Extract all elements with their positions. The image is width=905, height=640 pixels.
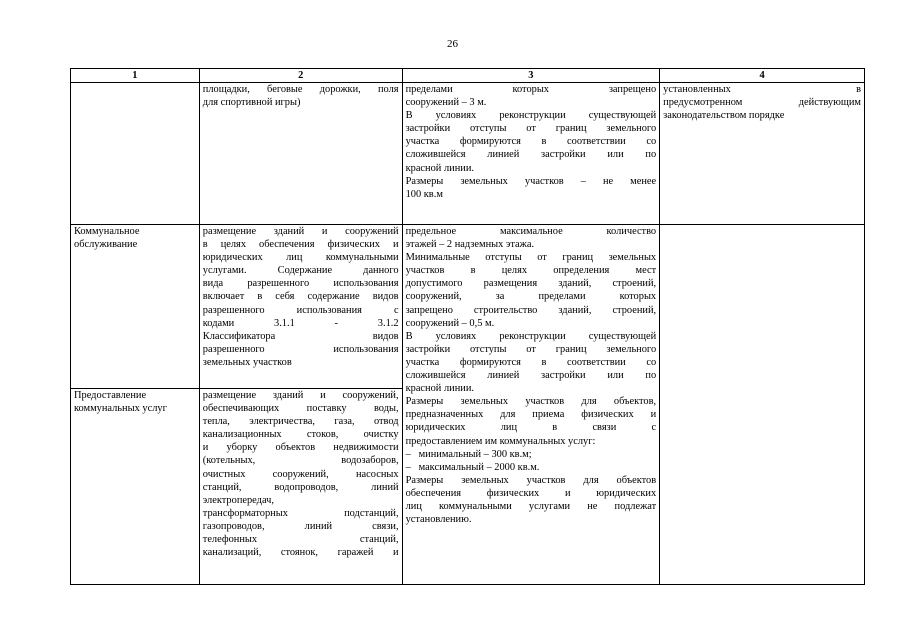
header-col-1: 1 [71,69,200,83]
table-header-row [71,69,865,83]
list-item: – минимальный – 300 кв.м; [405,448,532,460]
text-line: коммунальных услуг [74,403,167,415]
row1-col1-cell [71,83,200,225]
text-line: участка формируются в соответствии со [405,356,657,368]
text-line: застройки отступы от границ земельного [405,123,657,135]
text-line: обслуживание [74,239,138,251]
table-row [71,83,865,225]
text-line: установлению. [405,514,472,526]
row1-col2-cell [199,83,402,225]
text-line: участков в целях определения мест [405,265,657,277]
text-line: площадки, беговые дорожки, поля [202,84,399,95]
text-line: Размеры земельных участков для объектов, [405,396,657,408]
text-line: обеспечения физических и юридических [405,487,657,499]
text-line: земельных участков [202,356,292,368]
text-line: сложившейся линией застройки или по [405,149,657,161]
text-line: юридических лиц коммунальными [202,252,399,264]
text-line: канализаций, стоянок, гаражей и [202,547,399,559]
text-line: разрешенного использования с [202,304,399,316]
header-col-3: 3 [402,69,660,83]
row1-col4-cell [660,83,865,225]
list-item: – максимальный – 2000 кв.м. [405,461,540,473]
text-line: законодательством порядке [663,110,785,122]
text-line: и уборку объектов недвижимости [202,442,399,454]
text-line: предназначенных для приема физических и [405,409,657,421]
text-line: красной линии. [405,162,474,174]
text-line: в целях обеспечения физических и [202,239,399,251]
text-line: размещение зданий и сооружений, [202,390,399,401]
text-line: этажей – 2 надземных этажа. [405,239,535,251]
row2-col2-cell [199,225,402,389]
row3-col2-cell [199,389,402,585]
table-row [71,225,865,389]
text-line: участка формируются в соответствии со [405,136,657,148]
merged-col4-cell [660,225,865,585]
text-line: предоставлением им коммунальных услуг: [405,435,596,447]
text-line: лиц коммунальными услугами не подлежат [405,500,657,512]
text-line: тепла, электричества, газа, отвод [202,416,399,428]
text-line: установленных в [663,84,861,95]
text-line: красной линии. [405,383,474,395]
text-line: электропередач, [202,494,274,506]
text-line: услугами. Содержание данного [202,265,399,277]
text-line: очистных сооружений, насосных [202,468,399,480]
text-line: вида разрешенного использования [202,278,399,290]
text-line: сооружений – 3 м. [405,97,487,109]
text-line: Минимальные отступы от границ земельных [405,252,657,264]
text-line: кодами 3.1.1 - 3.1.2 [202,317,399,329]
text-line: В условиях реконструкции существующей [405,110,657,122]
text-line: станций, водопроводов, линий [202,481,399,493]
text-line: (котельных, водозаборов, [202,455,399,467]
text-line: размещение зданий и сооружений [202,226,399,237]
row1-col3-cell [402,83,660,225]
text-line: сооружений, за пределами которых [405,291,657,303]
row3-col1-cell [71,389,200,585]
text-line: Размеры земельных участков для объектов [405,474,657,486]
text-line: обеспечивающих поставку воды, [202,403,399,415]
text-line: запрещено строительство зданий, строений, [405,304,657,316]
text-line: юридических лиц в связи с [405,422,657,434]
text-line: для спортивной игры) [202,97,301,109]
text-line: газопроводов, линий связи, [202,520,399,532]
text-line: Классификатора видов [202,330,399,342]
row2-col1-cell [71,225,200,389]
text-line: сложившейся линией застройки или по [405,370,657,382]
text-line: трансформаторных подстанций, [202,507,399,519]
text-line: Предоставление [74,390,147,401]
text-line: пределами которых запрещено [405,84,657,95]
text-line: предельное максимальное количество [405,226,657,237]
text-line: застройки отступы от границ земельного [405,343,657,355]
merged-col3-cell [402,225,660,585]
text-line: Размеры земельных участков – не менее [405,175,657,187]
text-line: предусмотренном действующим [663,97,861,109]
text-line: 100 кв.м [405,188,443,200]
text-line: допустимого размещения зданий, строений, [405,278,657,290]
page-number: 26 [447,38,458,50]
header-col-4: 4 [660,69,865,83]
text-line: телефонных станций, [202,534,399,546]
text-line: В условиях реконструкции существующей [405,330,657,342]
text-line: Коммунальное [74,226,140,237]
regulations-table [70,68,865,585]
text-line: разрешенного использования [202,343,399,355]
text-line: канализационных стоков, очистку [202,429,399,441]
header-col-2: 2 [199,69,402,83]
text-line: сооружений – 0,5 м. [405,317,495,329]
text-line: включает в себя содержание видов [202,291,399,303]
